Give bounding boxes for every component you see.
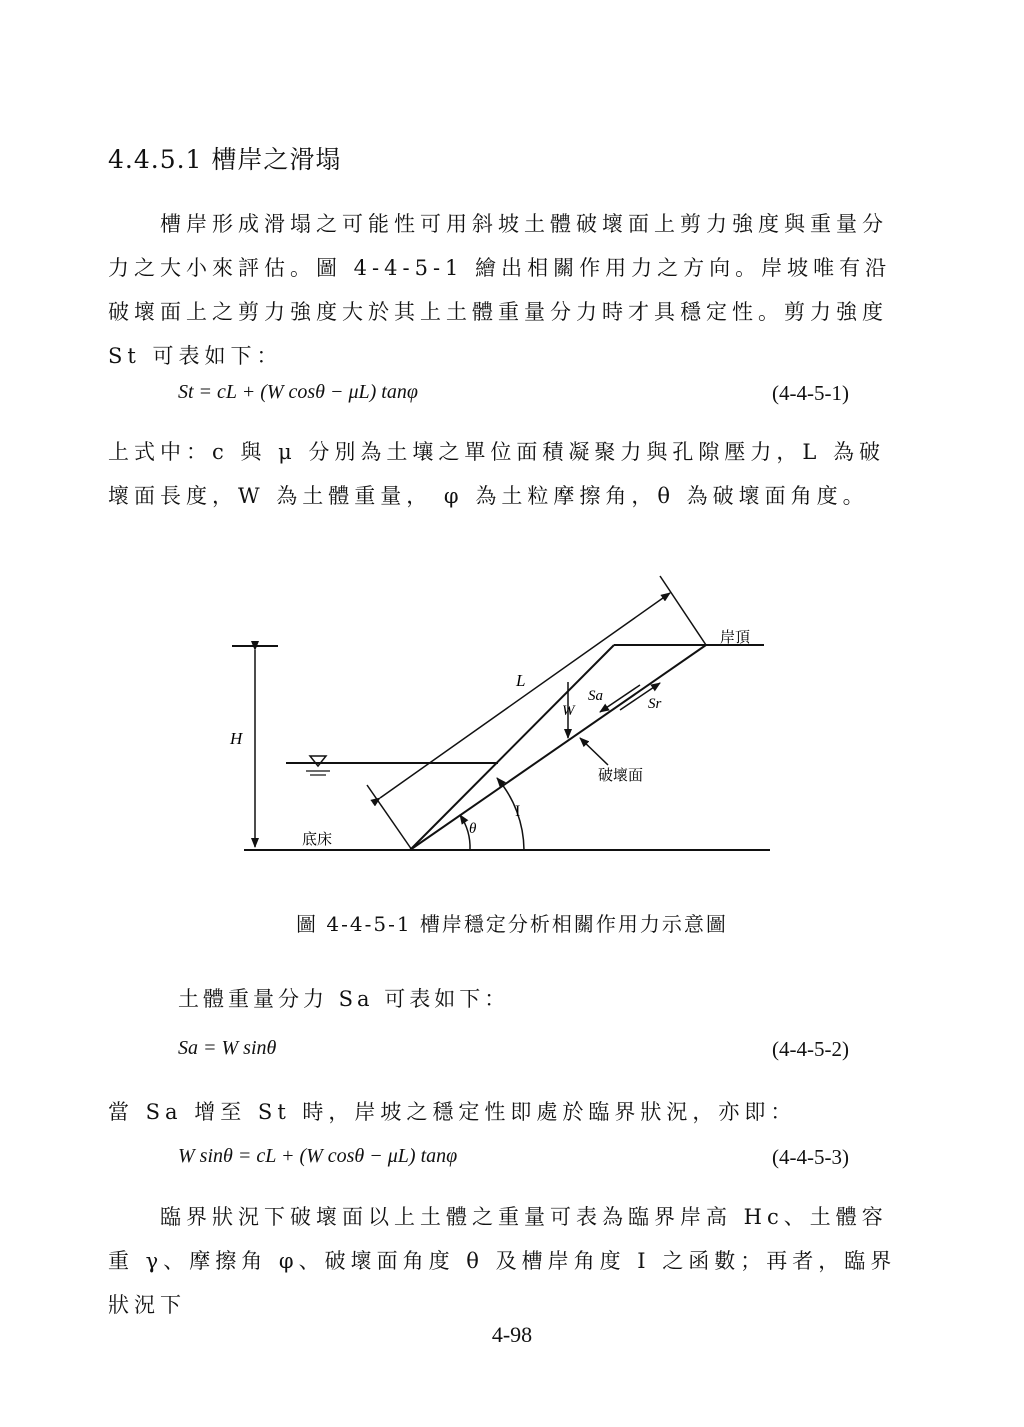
paragraph-sa-intro: 土體重量分力 Sa 可表如下：	[178, 987, 510, 1011]
length-extension-line	[660, 576, 706, 645]
label-weight: W	[562, 703, 575, 719]
page-number: 4-98	[491, 1322, 533, 1347]
label-sa: Sa	[588, 688, 603, 704]
paragraph-critical: 當 Sa 增至 St 時，岸坡之穩定性即處於臨界狀況，亦即：	[108, 1100, 797, 1124]
label-i: I	[515, 803, 521, 820]
label-failure-plane: 破壞面	[598, 768, 644, 784]
label-sr: Sr	[648, 696, 662, 712]
equation-1: St = cL + (W cosθ − μL) tanφ	[178, 381, 418, 403]
label-bank-top: 岸頂	[720, 630, 751, 646]
water-level-icon	[310, 756, 326, 766]
section-heading: 4.4.5.1 槽岸之滑塌	[108, 145, 342, 174]
sa-arrow	[600, 685, 640, 712]
label-height: H	[230, 729, 243, 748]
label-length: L	[516, 671, 526, 690]
bank-slope	[410, 645, 614, 850]
paragraph-critical-height: 臨界狀況下破壞面以上土體之重量可表為臨界岸高 Hc、土體容重 γ、摩擦角 φ、破壞面角度 θ 及槽岸角度 I 之函數；再者，臨界狀況下	[108, 1205, 897, 1317]
label-bed: 底床	[302, 832, 333, 848]
equation-2: Sa = W sinθ	[178, 1037, 277, 1059]
equation-3: W sinθ = cL + (W cosθ − μL) tanφ	[178, 1145, 458, 1167]
failure-plane	[410, 645, 706, 850]
length-extension-line-lower	[367, 785, 412, 850]
equation-1-number: (4-4-5-1)	[772, 381, 849, 405]
figure-caption: 圖 4-4-5-1 槽岸穩定分析相關作用力示意圖	[296, 912, 728, 936]
equation-3-number: (4-4-5-3)	[772, 1145, 849, 1169]
label-theta: θ	[469, 821, 477, 837]
failure-plane-pointer	[580, 738, 608, 765]
equation-2-number: (4-4-5-2)	[772, 1037, 849, 1061]
paragraph-variables: 上式中：c 與 μ 分別為土壤之單位面積凝聚力與孔隙壓力，L 為破壞面長度，W 為土體重量， φ 為土粒摩擦角，θ 為破壞面角度。	[108, 440, 886, 508]
bank-stability-figure	[0, 560, 1024, 880]
paragraph-intro: 槽岸形成滑塌之可能性可用斜坡土體破壞面上剪力強度與重量分力之大小來評估。圖 4-4-5-1 繪出相關作用力之方向。岸坡唯有沿破壞面上之剪力強度大於其上土體重量分力時才具穩定性。剪力強度 St 可表如下：	[108, 212, 892, 368]
